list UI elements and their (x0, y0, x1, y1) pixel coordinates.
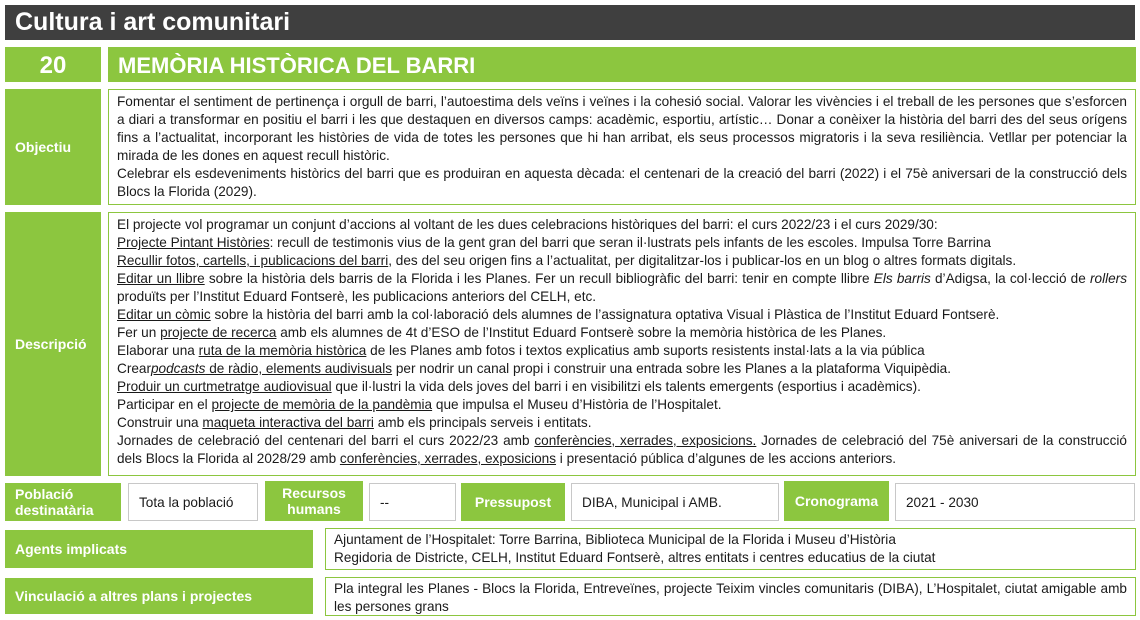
project-number: 20 (5, 47, 101, 82)
action-text: , des del seu origen fins a l’actualitat, per digitalitzar-los i publicar-los en un blog o altres formats digitals. (388, 253, 1017, 268)
action-text: amb els principals serveis i entitats. (373, 415, 592, 430)
pressupost-label: Pressupost (461, 483, 565, 521)
collection-title: rollers (1089, 271, 1127, 286)
recursos-value: -- (369, 483, 456, 521)
action-link: maqueta interactiva del barri (202, 415, 374, 430)
agents-label (5, 530, 313, 568)
vinculacio-text (325, 577, 1136, 616)
vinculacio-paragraph: Pla integral les Planes - Blocs la Florida, Entreveïnes, projecte Teixim vincles comunitaris (DIBA), L’Hospitalet, ciutat amigable amb les persones grans (334, 581, 1127, 614)
descripcio-line (117, 360, 1127, 378)
poblacio-label: Població destinatària (5, 483, 121, 521)
action-text: Crear (117, 361, 151, 376)
descripcio-line (117, 234, 1127, 252)
action-text: d’Adigsa, la col·lecció de (930, 271, 1090, 286)
action-link: projecte de recerca (160, 325, 277, 340)
vinculacio-label-text: Vinculació a altres plans i projectes (15, 588, 253, 604)
section-header (5, 5, 1135, 40)
poblacio-value: Tota la població (128, 483, 258, 521)
action-text: Participar en el (117, 397, 212, 412)
descripcio-intro: El projecte vol programar un conjunt d’accions al voltant de les dues celebracions històriques del barri: el curs 2022/23 i el curs 2029/30: (117, 217, 938, 232)
action-text: : recull de testimonis vius de la gent gran del barri que seran il·lustrats pels infants de les escoles. Impulsa Torre Barrina (269, 235, 991, 250)
action-link: Produir un curtmetratge audiovisual (117, 379, 332, 394)
action-link: Projecte Pintant Històries (117, 235, 270, 250)
action-text: sobre la història dels barris de la Florida i les Planes. Fer un recull bibliogràfic del barri: tenir en compte llibre (204, 271, 874, 286)
objectiu-label (5, 89, 101, 205)
action-text: que il·lustri la vida dels joves del barri i en visibilitzi els talents emergents (esportius i acadèmics). (331, 379, 921, 394)
podcasts-term: podcasts (151, 361, 206, 376)
action-link: ruta de la memòria històrica (198, 343, 367, 358)
pressupost-value: DIBA, Municipal i AMB. (571, 483, 779, 521)
action-text: produïts per l’Institut Eduard Fontserè, les publicacions anteriors del CELH, etc. (117, 289, 597, 304)
vinculacio-label (5, 578, 313, 614)
agents-line-1: Ajuntament de l’Hospitalet: Torre Barrina, Biblioteca Municipal de la Florida i Museu d’Història (334, 532, 896, 547)
objectiu-label-text: Objectiu (15, 139, 72, 155)
action-link: conferències, xerrades, exposicions. (534, 433, 757, 448)
objectiu-paragraph-1: Fomentar el sentiment de pertinença i orgull de barri, l’autoestima dels veïns i veïnes i la cohesió social. Valorar les vivències i el treball de les persones que s’esforcen a diari a transformar en positiu el barri i les que destaquen en diversos camps: acadèmic, esportiu, artístic… Donar a conèixer la història del barri des del seus orígens fins a l’actualitat, incorporant les històries de vida de totes les persones que hi han arribat, els seus processos migratoris i la seva resiliència. Vetllar per potenciar la mirada de les dones en aquest recull històric. (117, 94, 1127, 163)
action-link: projecte de memòria de la pandèmia (211, 397, 433, 412)
action-text: per nodrir un canal propi i construir una entrada sobre les Planes a la plataforma Viquipèdia. (392, 361, 952, 376)
cronograma-value: 2021 - 2030 (895, 483, 1135, 521)
action-text: sobre la història del barri amb la col·laboració dels alumnes de l’assignatura optativa Visual i Plàstica de l’Institut Eduard Fontserè. (210, 307, 1000, 322)
descripcio-line (117, 414, 1127, 432)
action-text: Jornades de celebració del 75è aniversari de la construcció dels Blocs la Florida al 2028/29 amb (117, 433, 1127, 466)
action-link: Recullir fotos, cartells, i publicacions del barri (117, 253, 389, 268)
action-link: conferències, xerrades, exposicions (339, 451, 557, 466)
descripcio-label (5, 212, 101, 476)
action-text: Elaborar una (117, 343, 199, 358)
agents-label-text: Agents implicats (15, 541, 128, 557)
descripcio-line (117, 270, 1127, 306)
descripcio-text (108, 212, 1136, 476)
project-title: MEMÒRIA HISTÒRICA DEL BARRI (108, 47, 1136, 82)
action-link (151, 361, 392, 376)
descripcio-line (117, 342, 1127, 360)
action-link: Editar un còmic (117, 307, 211, 322)
action-text: Fer un (117, 325, 161, 340)
section-title: Cultura i art comunitari (15, 8, 291, 36)
agents-text (325, 528, 1136, 570)
descripcio-line (117, 252, 1127, 270)
objectiu-paragraph-2: Celebrar els esdeveniments històrics del barri que es produiran en aquesta dècada: el centenari de la creació del barri (2022) i el 75è aniversari de la construcció dels Blocs la Florida (2029). (117, 166, 1127, 199)
book-title: Els barris (873, 271, 931, 286)
action-text: amb els alumnes de 4t d’ESO de l’Institut Eduard Fontserè sobre la memòria històrica de les Planes. (276, 325, 887, 340)
agents-line-2: Regidoria de Districte, CELH, Institut Eduard Fontserè, altres entitats i centres educatius de la ciutat (334, 550, 936, 565)
descripcio-line (117, 324, 1127, 342)
action-link-text: de ràdio, elements audivisuals (205, 361, 393, 376)
descripcio-line (117, 378, 1127, 396)
action-text: Construir una (117, 415, 203, 430)
descripcio-line (117, 396, 1127, 414)
action-text: Jornades de celebració del centenari del barri el curs 2022/23 amb (117, 433, 535, 448)
descripcio-label-text: Descripció (15, 336, 87, 352)
descripcio-line (117, 432, 1127, 468)
recursos-label: Recursos humans (265, 481, 363, 521)
action-link: Editar un llibre (117, 271, 205, 286)
action-text: de les Planes amb fotos i textos explicatius amb suports resistents instal·lats a la via pública (366, 343, 925, 358)
descripcio-line (117, 306, 1127, 324)
cronograma-label: Cronograma (784, 481, 889, 521)
action-text: i presentació pública d’algunes de les accions anteriors. (556, 451, 897, 466)
action-text: que impulsa el Museu d’Història de l’Hospitalet. (432, 397, 722, 412)
objectiu-text (108, 89, 1136, 205)
